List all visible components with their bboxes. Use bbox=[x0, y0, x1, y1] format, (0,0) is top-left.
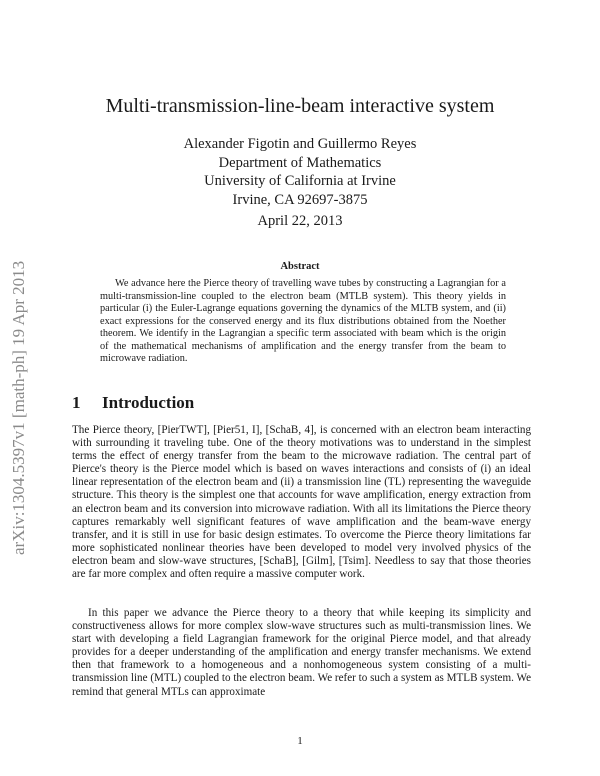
section-number: 1 bbox=[72, 393, 81, 412]
page-number: 1 bbox=[297, 735, 303, 747]
author-block bbox=[0, 135, 600, 209]
abstract-text: We advance here the Pierce theory of travelling wave tubes by constructing a Lagrangian for a multi-transmission-line coupled to the electron beam (MTLB system). This theory yields in particular (i) the Euler-Lagrange equations governing the dynamics of the MLTB system, and (ii) exact expressions for the conserved energy and its flux distributions obtained from the Noether theorem. We identify in the Lagrangian a specific term associated with beam which is the origin of the mathematical mechanisms of amplification and the energy transfer from the beam to microwave radiation. bbox=[100, 278, 506, 364]
university: University of California at Irvine bbox=[204, 173, 396, 189]
city-address: Irvine, CA 92697-3875 bbox=[232, 191, 368, 208]
section-title: Introduction bbox=[102, 393, 195, 412]
author-names: Alexander Figotin and Guillermo Reyes bbox=[183, 136, 417, 152]
body-paragraph-2: In this paper we advance the Pierce theory to a theory that while keeping its simplicity and constructiveness allows for more complex slow-wave structures such as multi-transmission lines. We start with developing a field Lagrangian framework for the original Pierce model, and that already provides for a deeper understanding of the amplification and energy transfer mechanisms. We extend then that framework to a homogeneous and a nonhomogeneous system consisting of a multi-transmission line (MTL) coupled to the electron beam. We refer to such a system as MTLB system. We remind that general MTLs can approximate bbox=[72, 607, 531, 698]
department: Department of Mathematics bbox=[218, 154, 382, 171]
paper-date: April 22, 2013 bbox=[257, 213, 343, 229]
abstract-heading: Abstract bbox=[280, 261, 320, 272]
body-paragraph-1: The Pierce theory, [PierTWT], [Pier51, I], [SchaB, 4], is concerned with an electron beam interacting with surrounding it traveling tube. One of the theory motivations was to understand in the simplest terms the effect of energy transfer from the beam to the microwave radiation. The central part of Pierce's theory is the Pierce model which is based on waves interactions and consists of (i) an ideal linear representation of the electron beam and (ii) a transmission line (TL) representing the waveguide structure. This theory is the simplest one that accounts for wave amplification, energy extraction from an electron beam and its conversion into microwave radiation. With all its limitations the Pierce theory captures remarkably well significant features of wave amplification and the beam-wave energy transfer, and it is still in use for basic design estimates. To overcome the Pierce theory limitations far more sophisticated nonlinear theories have been developed to model very involved physics of the electron beam and slow-wave structures, [SchaB], [Gilm], [Tsim]. Needless to say that those theories are far more complex and often require a massive computer work. bbox=[72, 424, 531, 581]
paper-title: Multi-transmission-line-beam interactive system bbox=[105, 95, 495, 117]
section-heading bbox=[72, 393, 194, 413]
arxiv-identifier: arXiv:1304.5397v1 [math-ph] 19 Apr 2013 bbox=[9, 260, 28, 555]
